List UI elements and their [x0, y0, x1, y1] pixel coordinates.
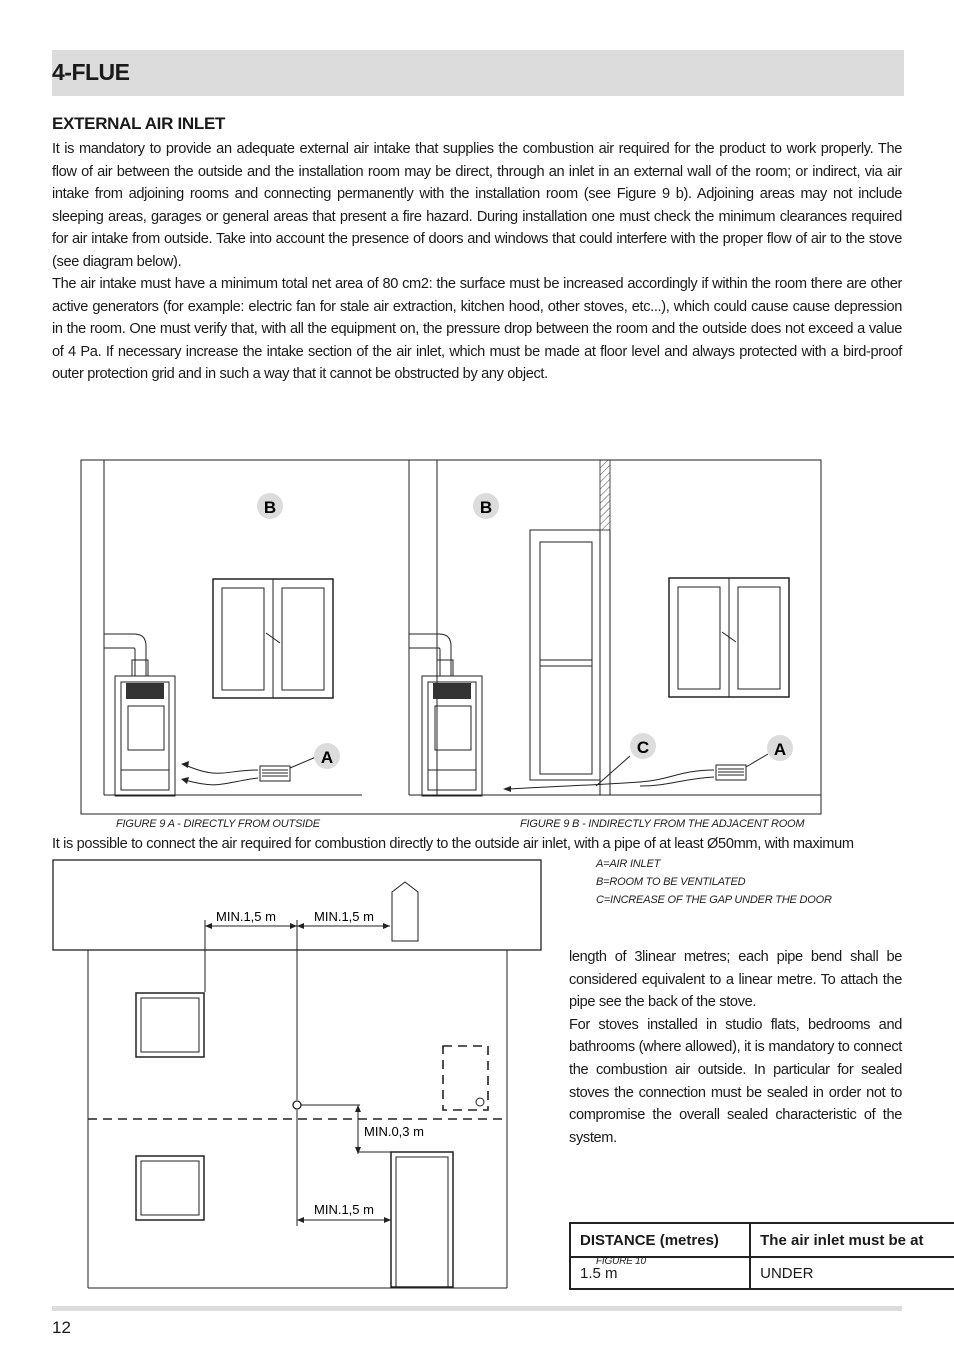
subsection-title: EXTERNAL AIR INLET [52, 114, 226, 133]
svg-text:B: B [479, 498, 493, 517]
dim-label-vertical: MIN.0,3 m [364, 1124, 424, 1139]
window [136, 1156, 204, 1220]
door [391, 1152, 453, 1287]
paragraph-intro: It is mandatory to provide an adequate external air intake that supplies the combustion air required for the product to work properly. The flow of air between the outside and the installation room may be direct, through an inlet in an external wall of the room; or indirect, via air intake from adjoining rooms and connecting permanently with the installation room (see Figure 9 b). Adjoining areas may not include sleeping areas, garages or general areas that present a fire hazard. During installation one must check the minimum clearances required for air intake from outside. Take into account the presence of doors and windows that could interfere with the proper flow of air to the stove (see diagram below). [52, 141, 902, 270]
air-inlet-grille [260, 766, 290, 781]
paragraph-pipe-length-text: length of 3linear metres; each pipe bend shall be considered equivalent to a linear metre. To attach the pipe see the back of the stove. [569, 949, 902, 1011]
air-inlet-grille [716, 765, 746, 780]
table-header: The air inlet must be at [750, 1223, 954, 1257]
dim-label-top-right: MIN.1,5 m [314, 909, 374, 924]
label-a-inlet [767, 735, 793, 761]
table-header: DISTANCE (metres) [570, 1223, 750, 1257]
figure-9b-caption: FIGURE 9 B - INDIRECTLY FROM THE ADJACENT ROOM [520, 818, 805, 830]
stove [409, 634, 482, 796]
table-header-row [570, 1223, 954, 1257]
stove [104, 634, 175, 796]
dim-label-bottom: MIN.1,5 m [314, 1202, 374, 1217]
window [669, 578, 789, 697]
footer-divider [52, 1306, 902, 1311]
svg-text:A: A [773, 740, 787, 759]
window [136, 993, 204, 1057]
label-b-room [257, 493, 283, 519]
legend-item: B=ROOM TO BE VENTILATED [596, 876, 746, 888]
section-title: 4-FLUE [52, 59, 130, 85]
dim-label-top-left: MIN.1,5 m [216, 909, 276, 924]
figure-9a-caption: FIGURE 9 A - DIRECTLY FROM OUTSIDE [116, 818, 320, 830]
label-c-gap [630, 733, 656, 759]
svg-text:B: B [263, 498, 277, 517]
svg-text:A: A [320, 748, 334, 767]
paragraph-pipe-length [569, 946, 902, 1149]
legend-item: A=AIR INLET [596, 858, 661, 870]
legend-item: C=INCREASE OF THE GAP UNDER THE DOOR [596, 894, 832, 906]
paragraph-sealed-stoves: For stoves installed in studio flats, bedrooms and bathrooms (where allowed), it is mandatory to connect the combustion air outside. In particular for sealed stoves the connection must be sealed in order not to compromise the overall sealed characteristic of the system. [569, 1016, 902, 1146]
label-b-room [473, 493, 499, 519]
figure-10-caption: FIGURE 10 [596, 1256, 646, 1267]
paragraph-pipe-connection: It is possible to connect the air required for combustion directly to the outside air inlet, with a pipe of at least Ø50mm, with maximum [52, 836, 854, 852]
figure-legend [596, 855, 832, 909]
table-cell: UNDER [750, 1257, 954, 1289]
chimney [392, 882, 418, 941]
label-a-inlet [314, 743, 340, 769]
window [213, 579, 333, 698]
figure-10-diagram [0, 850, 560, 1300]
page-number: 12 [52, 1318, 71, 1337]
table-cell: 1.5 m [570, 1257, 750, 1289]
svg-text:C: C [636, 738, 650, 757]
paragraph-air-intake-area: The air intake must have a minimum total net area of 80 cm2: the surface must be increased accordingly if within the room there are other active generators (for example: electric fan for stale air extraction, kitchen hood, other stoves, etc...), which could cause cause depression in the room. One must verify that, with all the equipment on, the pressure drop between the room and the outside does not exceed a value of 4 Pa. If necessary increase the intake section of the air inlet, which must be made at floor level and always protected with a bird-proof outer protection grid and in such a way that it cannot be obstructed by any object. [52, 276, 902, 383]
